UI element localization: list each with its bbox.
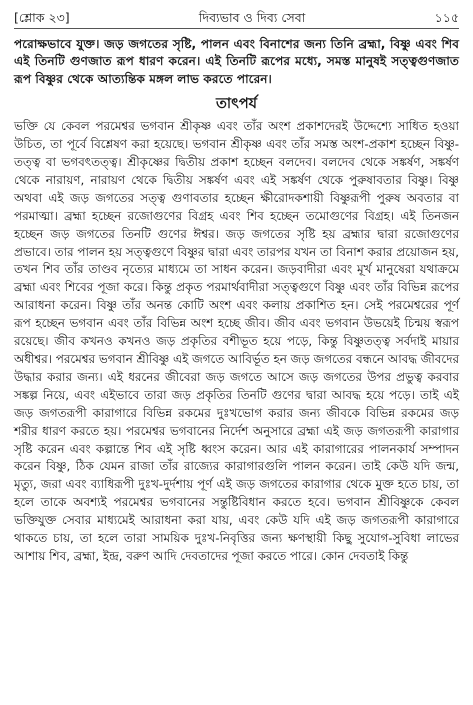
chapter-title: দিব্যভাব ও দিব্য সেবা <box>198 10 306 25</box>
verse-reference: [শ্লোক ২৩] <box>14 10 70 25</box>
page-number: ১১৫ <box>434 10 459 25</box>
purport-paragraph: ভক্তি যে কেবল পরমেশ্বর ভগবান শ্রীকৃষ্ণ এবং তাঁর অংশ প্রকাশদেরই উদ্দেশ্যে সাধিত হওয়া উচিত, তা পূর্বে বিশ্লেষণ করা হয়েছে। ভগবান শ্রীকৃষ্ণ এবং তাঁর সমস্ত অংশ-প্রকাশ হচ্ছেন বিষ্ণু-তত্ত্ব বা ভগবৎতত্ত্ব। শ্রীকৃষ্ণের দ্বিতীয় প্রকাশ হচ্ছেন বলদেব। বলদেব থেকে সঙ্কর্ষণ, সঙ্কর্ষণ থেকে নারায়ণ, নারায়ণ থেকে দ্বিতীয় সঙ্কর্ষণ এবং এই সঙ্কর্ষণ থেকে পুরুষাবতার বিষ্ণু। বিষ্ণু অথবা এই জড় জগতের সত্ত্ব গুণাবতার হচ্ছেন ক্ষীরোদকশায়ী বিষ্ণুরূপী পুরুষ অবতার বা পরমাত্মা। ব্রহ্মা হচ্ছেন রজোগুণের বিগ্রহ এবং শিব হচ্ছেন তমোগুণের বিগ্রহ। এই তিনজন হচ্ছেন জড় জগতের তিনটি গুণের ঈশ্বর। জড় জগতের সৃষ্টি হয় ব্রহ্মার দ্বারা রজোগুণের প্রভাবে। তার পালন হয় সত্ত্বগুণে বিষ্ণুর দ্বারা এবং তারপর যখন তা বিনাশ করার প্রয়োজন হয়, তখন শিব তাঁর তাণ্ডব নৃত্যের মাধ্যমে তা সাধন করেন। জড়বাদীরা এবং মূর্খ মানুষেরা যথাক্রমে ব্রহ্মা এবং শিবের পূজা করে। কিন্তু প্রকৃত পরমার্থবাদীরা সত্ত্বগুণে বিষ্ণু এবং তাঁর বিভিন্ন রূপের আরাধনা করেন। বিষ্ণু তাঁর অনন্ত কোটি অংশ এবং কলায় প্রকাশিত হন। সেই পরমেশ্বরের পূর্ণ রূপ হচ্ছেন ভগবান এবং তাঁর বিভিন্ন অংশ হচ্ছে জীব। জীব এবং ভগবান উভয়েই চিন্ময় স্বরূপ রয়েছে। জীব কখনও কখনও জড় প্রকৃতির বশীভূত হয়ে পড়ে, কিন্তু বিষ্ণুতত্ত্ব সর্বদাই মায়ার অধীশ্বর। পরমেশ্বর ভগবান শ্রীবিষ্ণু এই জগতে আবির্ভূত হন জড় জগতের বন্ধনে আবদ্ধ জীবদের উদ্ধার করার জন্য। এই ধরনের জীবেরা জড় জগতে আসে জড় জগতের উপর প্রভুত্ব করবার সঙ্কল্প নিয়ে, এবং এইভাবে তারা জড় প্রকৃতির তিনটি গুণের দ্বারা আবদ্ধ হয়ে পড়ে। তাই এই জড় জগতরূপী কারাগারে বিভিন্ন রকমের দুঃখভোগ করার জন্য জীবকে বিভিন্ন রকমের জড় শরীর ধারণ করতে হয়। পরমেশ্বর ভগবানের নির্দেশ অনুসারে ব্রহ্মা এই জড় জগতরূপী কারাগার সৃষ্টি করেন এবং কল্পান্তে শিব এই সৃষ্টি ধ্বংস করেন। আর এই কারাগারের পালনকার্য সম্পাদন করেন বিষ্ণু, ঠিক যেমন রাজা তাঁর রাজ্যের কারাগারগুলি পালন করেন। তাই কেউ যদি জন্ম, মৃত্যু, জরা এবং ব্যাধিরূপী দুঃখ-দুর্দশায় পূর্ণ এই জড় জগতের কারাগার থেকে মুক্ত হতে চায়, তা হলে তাকে অবশ্যই পরমেশ্বর ভগবানের সন্তুষ্টিবিধান করতে হবে। ভগবান শ্রীবিষ্ণুকে কেবল ভক্তিযুক্ত সেবার মাধ্যমেই আরাধনা করা যায়, এবং কেউ যদি এই জড় জগতরূপী কারাগারে থাকতে চায়, তা হলে তারা সাময়িক দুঃখ-নিবৃত্তির জন্য ক্ষণস্থায়ী কিছু সুযোগ-সুবিধা লাভের আশায় শিব, ব্রহ্মা, ইন্দ্র, বরুণ আদি দেবতাদের পূজা করতে পারে। কোন দেবতাই কিন্তু <box>14 119 460 563</box>
translation-paragraph: পরোক্ষভাবে যুক্ত। জড় জগতের সৃষ্টি, পালন এবং বিনাশের জন্য তিনি ব্রহ্মা, বিষ্ণু এবং শিব এই তিনটি গুণজাত রূপ ধারণ করেন। এই তিনটি রূপের মধ্যে, সমস্ত মানুষই সত্ত্বগুণজাত রূপ বিষ্ণুর থেকে আত্যন্তিক মঙ্গল লাভ করতে পারেন। <box>14 37 459 86</box>
section-heading: তাৎপর্য <box>215 96 258 113</box>
running-header <box>14 10 459 29</box>
